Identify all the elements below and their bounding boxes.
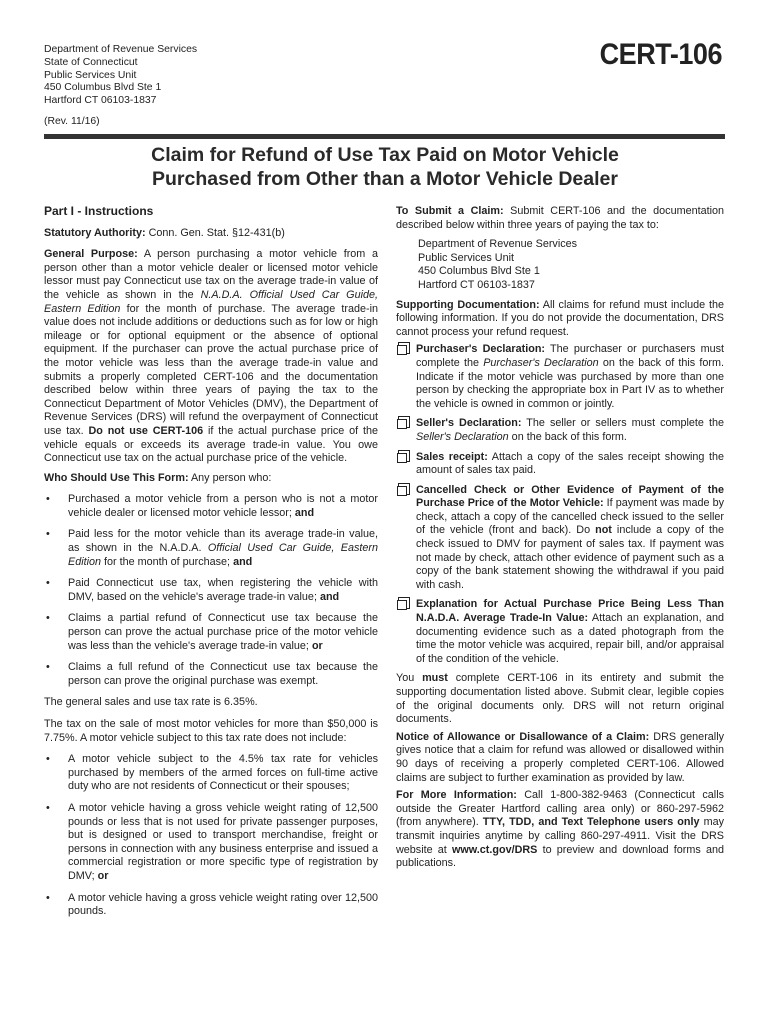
checklist-item: Purchaser's Declaration: The purchaser or purchasers must complete the Purchaser's Declaration on the back of this form. Indicate if the motor vehicle was purchased by more than one person by checking the appropriate box in Part IV as to whether the vehicle is owned in common or jointly. [396,343,724,411]
checklist-item: Cancelled Check or Other Evidence of Payment of the Purchase Price of the Motor Vehicle: If payment was made by check, attach a copy of the cancelled check issued to the seller of the vehicle (front and back). Do not include a copy of the check issued to DMV for payment of sales tax. If payment was not made by check, attach other evidence of payment such as a copy of the bank statement showing the withdrawal if you paid with cash. [396,484,724,593]
bullet-icon: • [46,753,50,766]
purpose-guide: N.A.D.A. Official Used Car Guide, Eastern Edition [44,288,378,315]
list-item: • A motor vehicle having a gross vehicle weight rating of 12,500 pounds or less that is not used for private passenger purposes, but is designed or used to transport merchandise, freight or persons in connection with any business enterprise and issued a commercial registration or more specific type of registration by DMV; or [46,801,378,882]
page-title [0,143,770,191]
tax-rate: The general sales and use tax rate is 6.35%. [44,696,258,709]
purpose-text: if the actual purchase price of the vehicle equals or exceeds its average trade-in value. You owe Connecticut use tax on the actual purchase price of the vehicle. [44,424,378,465]
who-label: Who Should Use This Form: [44,471,189,484]
statutory-authority [44,227,378,241]
bullet-icon: • [46,493,50,506]
agency-line: Hartford CT 06103-1837 [44,95,157,107]
revision-date: (Rev. 11/16) [44,115,100,127]
more-information: For More Information: Call 1-800-382-9463 (Connecticut calls outside the Greater Hartford calling area only) or 860-297-5962 (from anywhere). TTY, TDD, and Text Telephone users only may transmit inquiries anytime by calling 860-297-4911. Visit the DRS website at www.ct.gov/DRS to preview and download forms and publications. [396,789,724,870]
list-item: • Claims a partial refund of Connecticut use tax because the person can prove the actual purchase price of the motor vehicle was less than the vehicle's average trade-in value; or [46,612,378,652]
bullet-icon: • [46,891,50,904]
list-item: • Paid Connecticut use tax, when registering the vehicle with DMV, based on the vehicle's average trade-in value; and [46,577,378,603]
form-number: CERT-106 [599,38,722,71]
title-line-2: Purchased from Other than a Motor Vehicle Dealer [152,168,618,190]
submit-claim: To Submit a Claim: Submit CERT-106 and the documentation described below within three years of paying the tax to: [396,205,724,231]
checkbox-icon [397,486,407,496]
who-list [44,493,378,688]
agency-line: Department of Revenue Services [44,44,198,55]
left-column [44,205,378,927]
agency-line: Public Services Unit [44,69,137,81]
checkbox-icon [397,345,407,355]
notice-of-allowance: Notice of Allowance or Disallowance of a Claim: DRS generally gives notice that a claim for refund was allowed or disallowed within 90 days of receiving a properly completed CERT-106. Allowed claims are subject to further examination as provided by law. [396,730,724,784]
mailing-address: Department of Revenue Services Public Services Unit 450 Columbus Blvd Ste 1 Hartford CT 06103-1837 [418,238,578,291]
luxury-tax-rate: The tax on the sale of most motor vehicles for more than $50,000 is 7.75%. A motor vehicle subject to this tax rate does not include: [44,718,378,744]
checklist-item: Sales receipt: Attach a copy of the sales receipt showing the amount of sales tax paid. [396,451,724,478]
exclusion-list [44,753,378,919]
bullet-icon: • [46,661,50,674]
checkbox-icon [397,600,407,610]
header-rule [44,134,725,139]
must-complete: You must complete CERT-106 in its entirety and submit the supporting documentation listed above. Submit clear, legible copies of the original documents only. DRS will not return original documents. [396,672,724,726]
checkbox-icon [397,453,407,463]
who-text: Any person who: [188,471,272,484]
who-should-use [44,472,378,486]
agency-line: 450 Columbus Blvd Ste 1 [44,82,162,94]
part-heading: Part I - Instructions [44,204,154,218]
purpose-text: A person purchasing a motor vehicle from a person other than a motor vehicle dealer or licensed motor vehicle lessor must pay Connecticut use tax on the average trade-in value of the vehicle as shown in the [44,248,378,301]
title-line-1: Claim for Refund of Use Tax Paid on Motor Vehicle [151,144,619,166]
agency-line: State of Connecticut [44,56,138,68]
bullet-icon: • [46,801,50,814]
bullet-icon: • [46,577,50,590]
checklist-item: Seller's Declaration: The seller or sellers must complete the Seller's Declaration on the back of this form. [396,417,724,444]
purpose-label: General Purpose: [44,248,138,261]
bullet-icon: • [46,612,50,625]
purpose-text: for the month of purchase. The average trade-in value does not include additions or deductions such as for low or high mileage or for optional equipment or the absence of optional equipment. If the purchaser can prove the actual purchase price of the motor vehicle was less than the average trade-in value and submits a properly completed CERT-106 and the documentation described below within three years of paying the tax to the Connecticut Department of Motor Vehicles (DMV), the Department of Revenue Services (DRS) will refund the overpayment of Connecticut use tax. [44,302,378,437]
list-item: • Paid less for the motor vehicle than its average trade-in value, as shown in the N.A.D.A. Official Used Car Guide, Eastern Edition for the month of purchase; and [46,528,378,568]
supporting-documentation: Supporting Documentation: All claims for refund must include the following information. If you do not provide the documentation, DRS cannot process your refund request. [396,298,724,338]
agency-header [44,44,197,129]
bullet-icon: • [46,528,50,541]
checkbox-icon [397,419,407,429]
list-item: • A motor vehicle having a gross vehicle weight rating over 12,500 pounds. [46,891,378,918]
list-item: • Purchased a motor vehicle from a person who is not a motor vehicle dealer or licensed motor vehicle lessor; and [46,493,378,519]
statutory-text: Conn. Gen. Stat. §12-431(b) [145,226,285,239]
statutory-label: Statutory Authority: [44,226,146,239]
checklist-item: Explanation for Actual Purchase Price Being Less Than N.A.D.A. Average Trade-In Value: Attach an explanation, and documenting evidence such as a dated photograph from the time the motor vehicle was acquired, repair bill, and/or appraisal of the condition of the vehicle. [396,598,724,666]
purpose-warning: Do not use CERT-106 [88,424,204,437]
general-purpose [44,248,378,466]
list-item: • Claims a full refund of the Connecticut use tax because the person can prove the original purchase was exempt. [46,661,378,687]
list-item: • A motor vehicle subject to the 4.5% tax rate for vehicles purchased by members of the armed forces on full-time active duty who are not residents of Connecticut or their spouses; [46,753,378,793]
right-column [396,205,724,875]
website-link[interactable]: www.ct.gov/DRS [452,843,538,856]
